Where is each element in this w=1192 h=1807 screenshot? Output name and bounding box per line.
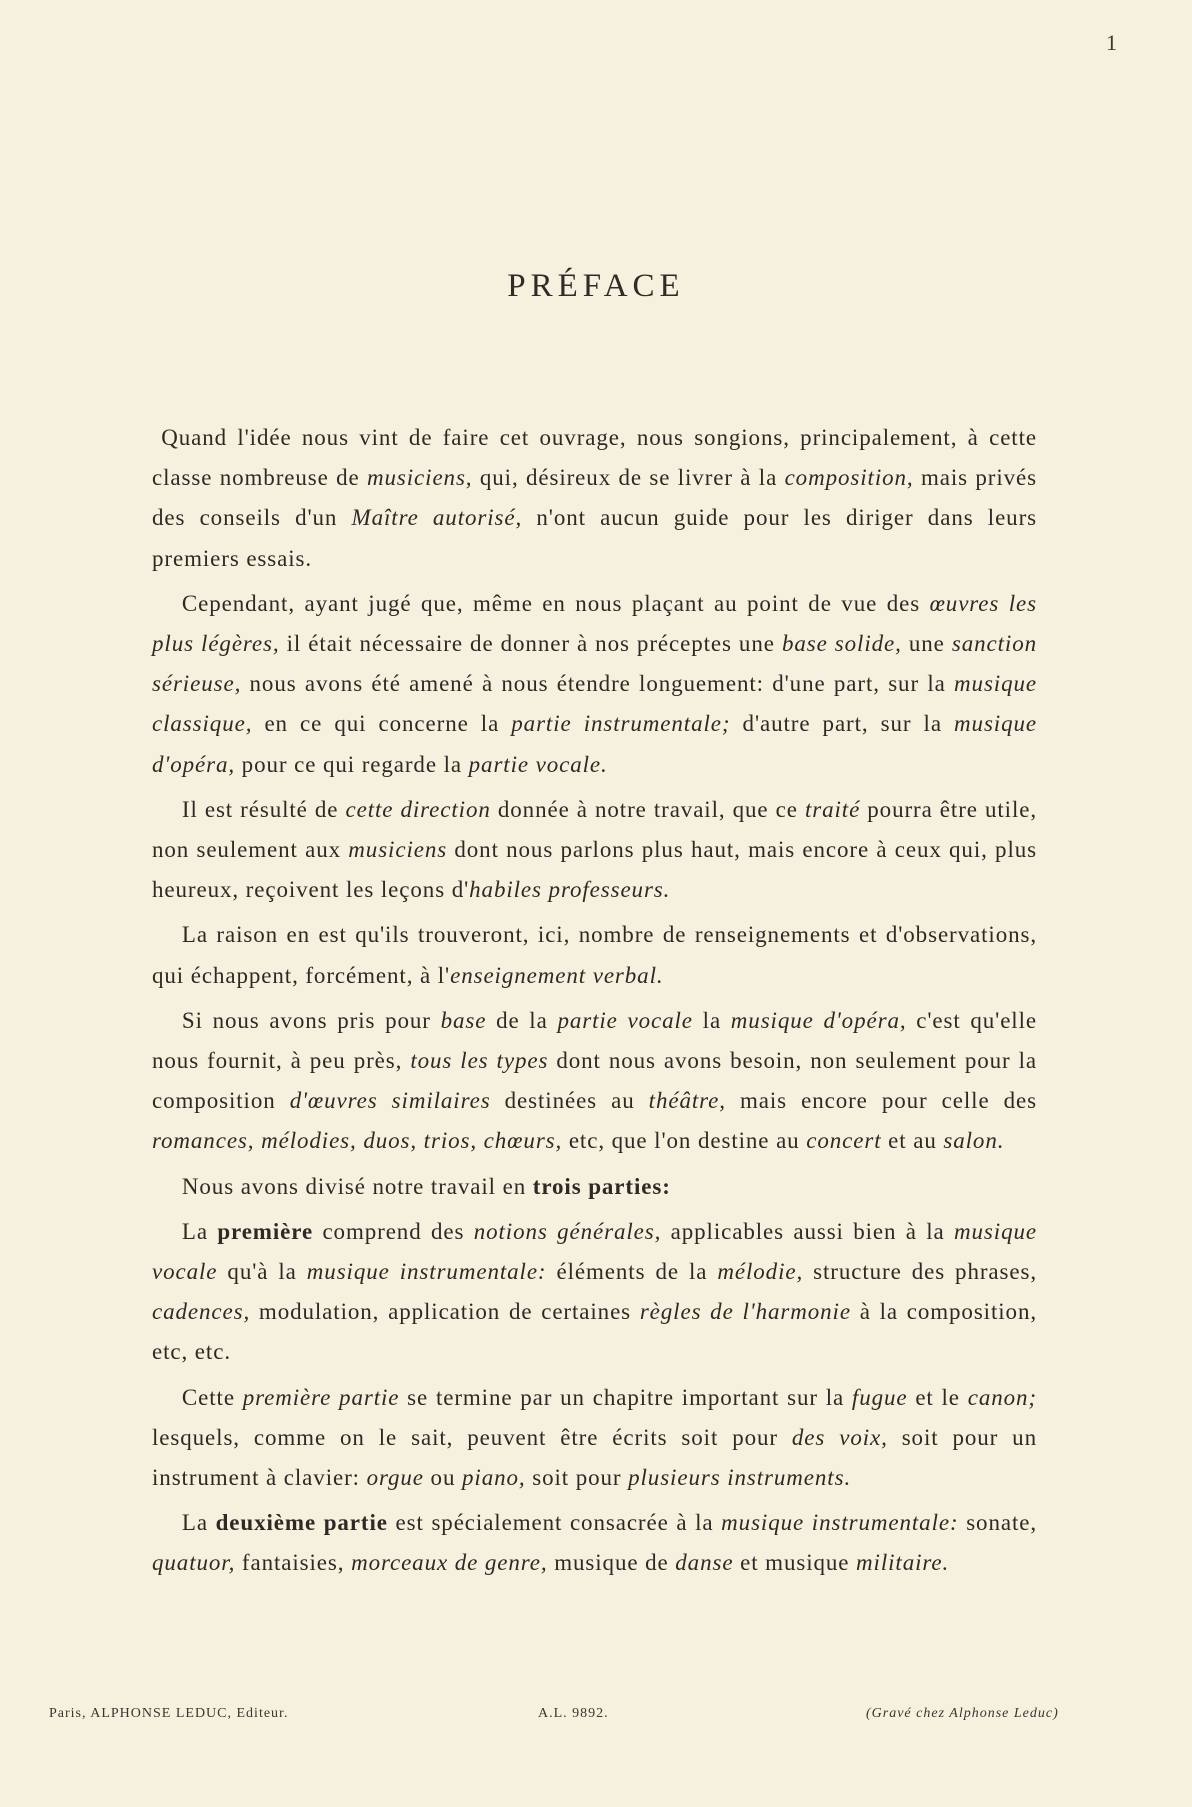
text-run: Quand l'idée nous vint de faire cet ouvrage, nous songions, principalement, à cette classe nombreuse de — [152, 425, 1037, 491]
text-run: Si nous avons pris pour — [181, 1007, 441, 1033]
text-run: applicables aussi bien à la — [661, 1218, 955, 1244]
text-run: de la — [486, 1007, 558, 1033]
preface-paragraph — [152, 1001, 1037, 1162]
text-run: soit pour un instrument à clavier: — [152, 1424, 1037, 1491]
text-run: Cette — [181, 1384, 243, 1410]
emphasis-text: concert — [806, 1128, 882, 1154]
text-run: nous avons été amené à nous étendre longuement: d'une part, sur la — [241, 671, 955, 697]
emphasis-text: notions générales, — [473, 1218, 662, 1244]
preface-paragraph — [152, 418, 1037, 579]
text-run: en ce qui concerne la — [252, 711, 512, 737]
text-run: n'ont aucun guide pour les diriger dans leurs premiers essais. — [152, 505, 1037, 571]
text-run: La — [181, 1510, 216, 1536]
text-run: soit pour — [525, 1465, 629, 1491]
footer-engraver: (Gravé chez Alphonse Leduc) — [866, 1706, 1059, 1721]
emphasis-text: d'œuvres similaires — [289, 1088, 491, 1114]
text-run: fantaisies, — [235, 1550, 352, 1576]
emphasis-text: militaire. — [856, 1550, 950, 1576]
text-run: modulation, application de certaines — [250, 1299, 640, 1325]
emphasis-text: théâtre, — [648, 1088, 726, 1114]
emphasis-text: plusieurs instruments. — [628, 1465, 852, 1491]
text-run: une — [901, 631, 952, 657]
text-run: La — [181, 1218, 218, 1244]
text-run: c'est qu'elle nous fournit, à peu près, — [152, 1007, 1037, 1074]
text-run: et musique — [733, 1550, 857, 1576]
text-run: comprend des — [313, 1218, 474, 1244]
text-run: qui, désireux de se livrer à la — [472, 465, 785, 491]
text-run: qu'à la — [217, 1259, 307, 1285]
page-title: PRÉFACE — [507, 268, 685, 304]
text-run: ou — [423, 1465, 463, 1491]
emphasis-text: musique instrumentale: — [306, 1259, 547, 1285]
text-run: donnée à notre travail, que ce — [490, 796, 805, 822]
emphasis-text: tous les types — [410, 1048, 549, 1074]
text-run: dont nous avons besoin, non seulement pour la composition — [152, 1048, 1037, 1114]
text-run: est spécialement consacrée à la — [387, 1510, 722, 1536]
emphasis-text: musiciens, — [367, 465, 473, 491]
emphasis-text: musiciens — [348, 837, 448, 863]
text-run: sonate, — [958, 1510, 1038, 1536]
text-run: Nous avons divisé notre travail en — [181, 1173, 533, 1199]
text-run: mais privés des conseils d'un — [152, 465, 1037, 531]
preface-paragraph — [152, 915, 1037, 995]
text-run: musique de — [547, 1550, 676, 1576]
emphasis-text: cadences, — [152, 1299, 251, 1325]
preface-paragraph — [152, 1212, 1037, 1373]
preface-paragraph — [152, 1503, 1037, 1583]
text-run: lesquels, comme on le sait, peuvent être écrits soit pour — [152, 1424, 792, 1450]
footer-publisher: Paris, ALPHONSE LEDUC, Editeur. — [49, 1706, 289, 1721]
bold-text: trois parties: — [532, 1173, 671, 1199]
emphasis-text: canon; — [967, 1384, 1037, 1410]
emphasis-text: partie vocale — [557, 1007, 693, 1033]
emphasis-text: musique d'opéra, — [730, 1007, 907, 1033]
emphasis-text: musique instrumentale: — [721, 1510, 959, 1536]
emphasis-text: Maître autorisé, — [351, 505, 523, 531]
text-run: destinées au — [490, 1088, 649, 1114]
bold-text: première — [217, 1218, 314, 1244]
emphasis-text: règles de l'harmonie — [639, 1299, 851, 1325]
emphasis-text: base solide, — [781, 631, 902, 657]
text-run: pour ce qui regarde la — [235, 751, 469, 777]
emphasis-text: romances, mélodies, duos, trios, chœurs, — [152, 1128, 563, 1154]
emphasis-text: cette direction — [345, 796, 491, 822]
text-run: La raison en est qu'ils trouveront, ici, nombre de renseignements et d'observations, qui échappent, forcément, à l' — [152, 922, 1037, 988]
preface-body — [152, 418, 1037, 1589]
emphasis-text: morceaux de genre, — [351, 1550, 548, 1576]
preface-paragraph — [152, 1378, 1037, 1499]
emphasis-text: fugue — [851, 1384, 908, 1410]
emphasis-text: musique vocale — [152, 1218, 1037, 1285]
text-run: il était nécessaire de donner à nos préceptes une — [279, 631, 782, 657]
text-run: d'autre part, sur la — [730, 711, 955, 737]
preface-paragraph — [152, 790, 1037, 911]
emphasis-text: musique d'opéra, — [152, 711, 1037, 777]
text-run: et au — [881, 1128, 944, 1154]
footer-plate-number: A.L. 9892. — [538, 1706, 609, 1721]
emphasis-text: enseignement verbal. — [450, 962, 664, 988]
emphasis-text: salon. — [943, 1128, 1005, 1154]
bold-text: deuxième partie — [215, 1510, 388, 1536]
emphasis-text: première partie — [242, 1384, 400, 1410]
emphasis-text: composition, — [784, 465, 914, 491]
text-run: la — [692, 1007, 731, 1033]
emphasis-text: piano, — [462, 1465, 526, 1491]
text-run: dont nous parlons plus haut, mais encore à ceux qui, plus heureux, reçoivent les leçons d' — [152, 837, 1037, 903]
text-run: Il est résulté de — [181, 796, 346, 822]
text-run: se termine par un chapitre important sur la — [399, 1384, 852, 1410]
emphasis-text: sanction sérieuse, — [152, 631, 1037, 697]
emphasis-text: danse — [675, 1550, 734, 1576]
text-run: à la composition, etc, etc. — [152, 1299, 1038, 1365]
text-run: structure des phrases, — [803, 1259, 1037, 1285]
text-run: Cependant, ayant jugé que, même en nous plaçant au point de vue des — [181, 590, 930, 616]
text-run: mais encore pour celle des — [725, 1088, 1037, 1114]
emphasis-text: musique classique, — [152, 671, 1037, 737]
emphasis-text: œuvres les plus légères, — [152, 590, 1038, 657]
text-run: etc, que l'on destine au — [562, 1128, 807, 1154]
emphasis-text: partie instrumentale; — [511, 711, 731, 737]
emphasis-text: quatuor, — [152, 1550, 236, 1576]
preface-paragraph — [152, 584, 1037, 785]
page-number: 1 — [1106, 30, 1117, 55]
emphasis-text: traité — [804, 796, 861, 822]
emphasis-text: des voix, — [791, 1424, 888, 1450]
text-run: éléments de la — [546, 1259, 718, 1285]
emphasis-text: base — [440, 1007, 487, 1033]
emphasis-text: partie vocale. — [468, 751, 608, 777]
text-run: et le — [907, 1384, 968, 1410]
emphasis-text: habiles professeurs. — [469, 877, 671, 903]
preface-paragraph — [152, 1167, 1037, 1207]
text-run: pourra être utile, non seulement aux — [152, 796, 1037, 863]
emphasis-text: mélodie, — [717, 1259, 804, 1285]
emphasis-text: orgue — [366, 1465, 424, 1491]
